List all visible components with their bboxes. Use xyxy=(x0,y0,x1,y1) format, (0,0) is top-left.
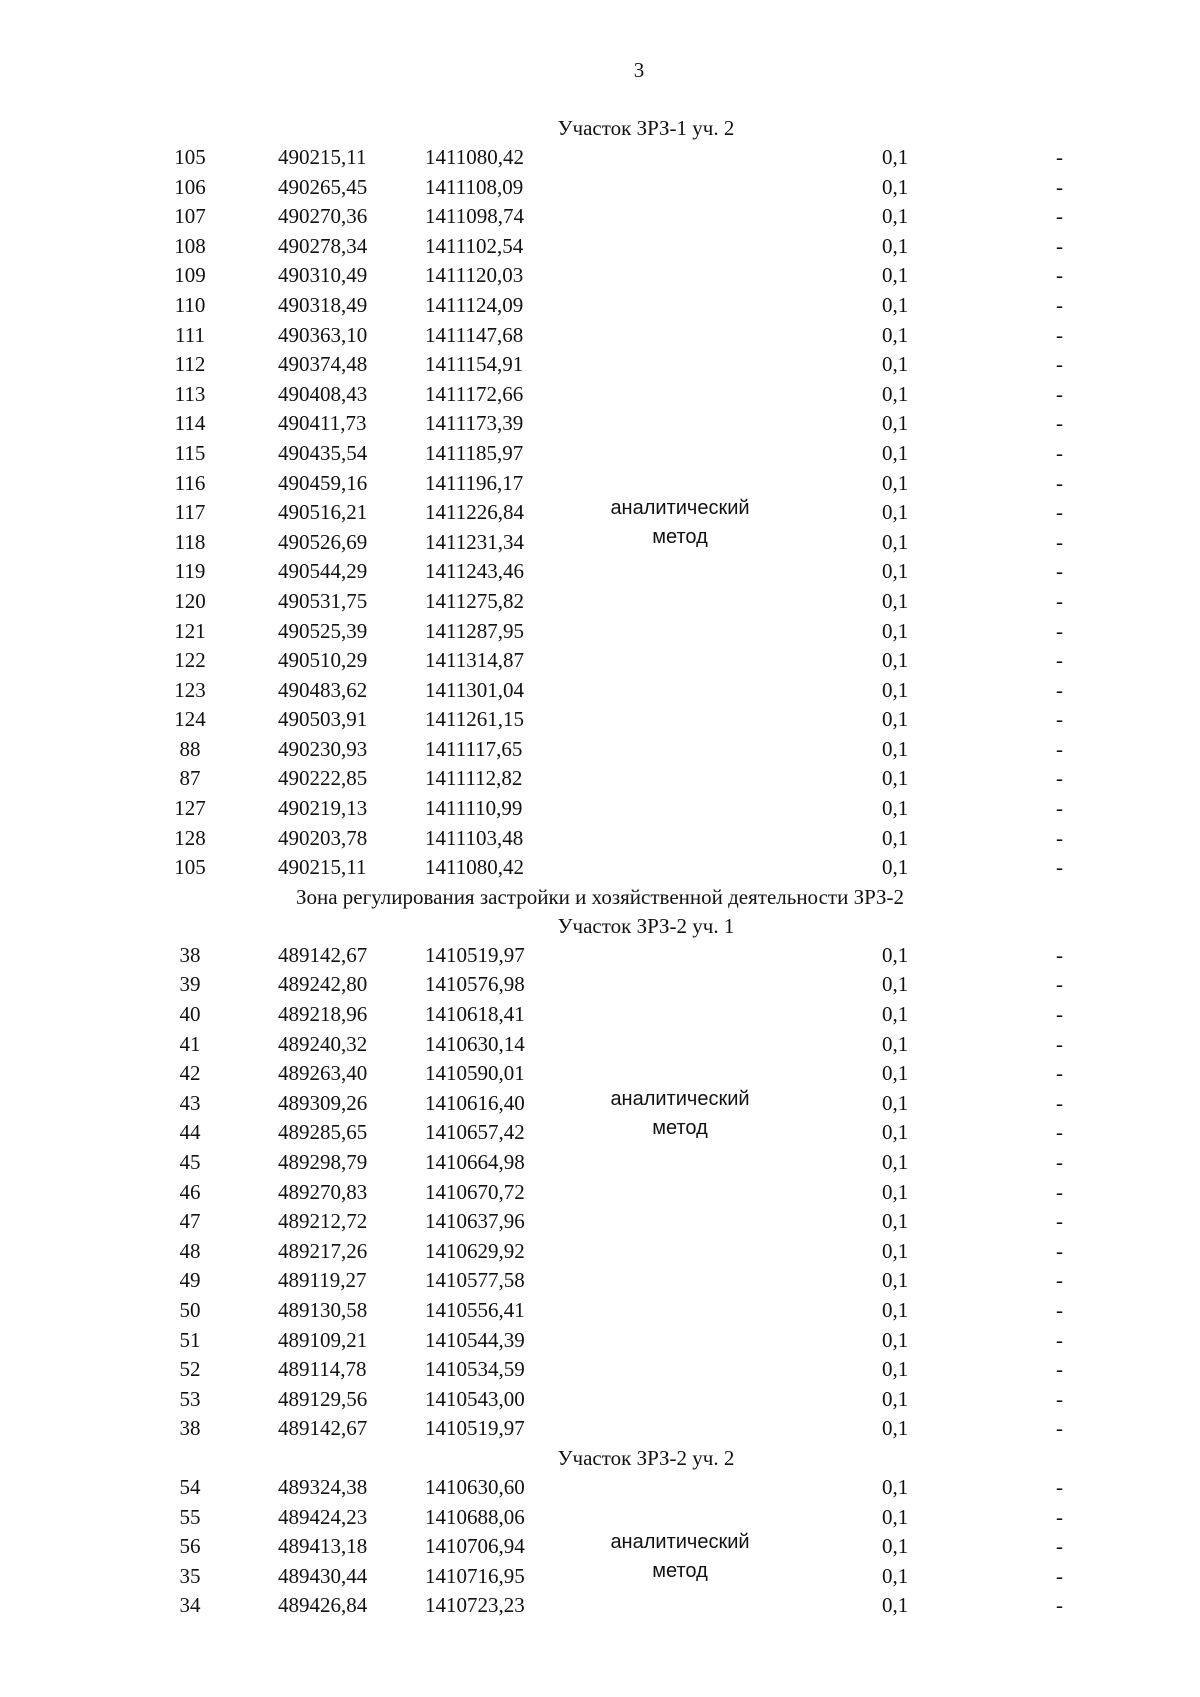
dash: - xyxy=(1056,766,1063,791)
table-row xyxy=(0,350,1200,380)
point-number: 110 xyxy=(174,292,206,317)
coord-y: 1411147,68 xyxy=(425,322,524,347)
table-row xyxy=(0,321,1200,351)
dash: - xyxy=(1056,1386,1063,1411)
table-row xyxy=(0,646,1200,676)
coord-x: 490215,11 xyxy=(278,145,367,169)
coord-y: 1410618,41 xyxy=(425,1002,525,1027)
table-row xyxy=(0,824,1200,854)
accuracy: 0,1 xyxy=(882,1474,909,1499)
accuracy: 0,1 xyxy=(882,1327,909,1352)
table-row xyxy=(0,617,1200,647)
dash: - xyxy=(1056,1090,1063,1115)
point-number: 46 xyxy=(179,1179,201,1204)
coord-x: 490310,49 xyxy=(278,263,368,288)
method-line: метод xyxy=(652,1560,708,1583)
point-number: 44 xyxy=(179,1120,201,1145)
coord-y: 1411172,66 xyxy=(425,381,524,406)
accuracy: 0,1 xyxy=(882,1297,909,1322)
coord-y: 1410534,59 xyxy=(425,1357,525,1382)
coord-y: 1410723,23 xyxy=(425,1593,525,1618)
coord-y: 1411103,48 xyxy=(425,825,524,850)
table-row xyxy=(0,1355,1200,1385)
dash: - xyxy=(1056,707,1063,732)
coord-x: 489413,18 xyxy=(278,1534,368,1559)
coord-y: 1410716,95 xyxy=(425,1563,525,1588)
method-line: аналитический xyxy=(610,1087,750,1110)
dash: - xyxy=(1056,588,1063,613)
point-number: 105 xyxy=(174,855,206,880)
table-row xyxy=(0,1148,1200,1178)
table-row xyxy=(0,970,1200,1000)
accuracy: 0,1 xyxy=(882,677,909,702)
coord-y: 1410543,00 xyxy=(425,1386,525,1411)
point-number: 50 xyxy=(179,1297,201,1322)
point-number: 41 xyxy=(179,1031,201,1056)
dash: - xyxy=(1056,440,1063,465)
table-row xyxy=(0,764,1200,794)
accuracy: 0,1 xyxy=(882,381,909,406)
table-row xyxy=(0,409,1200,439)
table-row xyxy=(0,1000,1200,1030)
coordinate-block xyxy=(0,941,1200,1444)
section-heading: Участок ЗРЗ-1 уч. 2 xyxy=(557,116,735,140)
dash: - xyxy=(1056,1179,1063,1204)
dash: - xyxy=(1056,322,1063,347)
point-number: 51 xyxy=(179,1327,201,1352)
coord-x: 490459,16 xyxy=(278,470,368,495)
point-number: 108 xyxy=(174,233,206,258)
coordinate-block xyxy=(0,1473,1200,1621)
table-row xyxy=(0,291,1200,321)
point-number: 38 xyxy=(179,1416,201,1441)
coord-y: 1410519,97 xyxy=(425,942,525,967)
dash: - xyxy=(1056,1150,1063,1174)
coord-x: 489119,27 xyxy=(278,1268,367,1293)
coord-x: 489217,26 xyxy=(278,1238,368,1263)
coord-x: 489109,21 xyxy=(278,1327,368,1352)
coordinates-sheet xyxy=(0,114,1200,1621)
coord-x: 490270,36 xyxy=(278,204,368,229)
dash: - xyxy=(1056,470,1063,495)
accuracy: 0,1 xyxy=(882,1120,909,1145)
point-number: 115 xyxy=(174,440,206,465)
point-number: 42 xyxy=(179,1061,201,1086)
coord-y: 1411301,04 xyxy=(425,677,524,702)
coord-x: 490219,13 xyxy=(278,796,368,821)
accuracy: 0,1 xyxy=(882,648,909,673)
coord-y: 1411226,84 xyxy=(425,500,524,525)
dash: - xyxy=(1056,1238,1063,1263)
point-number: 43 xyxy=(179,1090,201,1115)
accuracy: 0,1 xyxy=(882,559,909,584)
coord-x: 490215,11 xyxy=(278,855,367,880)
dash: - xyxy=(1056,972,1063,997)
coord-x: 490408,43 xyxy=(278,381,368,406)
accuracy: 0,1 xyxy=(882,1179,909,1204)
coord-y: 1410630,14 xyxy=(425,1031,525,1056)
coord-y: 1411110,99 xyxy=(425,796,523,821)
accuracy: 0,1 xyxy=(882,1563,909,1588)
coord-x: 490483,62 xyxy=(278,677,368,702)
point-number: 113 xyxy=(174,381,206,406)
coord-x: 489218,96 xyxy=(278,1002,368,1027)
dash: - xyxy=(1056,529,1063,554)
accuracy: 0,1 xyxy=(882,1593,909,1618)
coord-x: 490411,73 xyxy=(278,411,367,436)
coord-y: 1411275,82 xyxy=(425,588,524,613)
method-line: аналитический xyxy=(610,1531,750,1554)
coord-x: 489270,83 xyxy=(278,1179,368,1204)
point-number: 127 xyxy=(174,796,206,821)
coord-y: 1410629,92 xyxy=(425,1238,525,1263)
table-row xyxy=(0,557,1200,587)
dash: - xyxy=(1056,736,1063,761)
coord-y: 1411173,39 xyxy=(425,411,524,436)
table-row xyxy=(0,143,1200,173)
point-number: 122 xyxy=(174,648,206,673)
coord-y: 1411080,42 xyxy=(425,145,524,169)
accuracy: 0,1 xyxy=(882,1416,909,1441)
point-number: 54 xyxy=(179,1474,201,1499)
coord-y: 1411287,95 xyxy=(425,618,524,643)
point-number: 114 xyxy=(174,411,206,436)
coord-x: 489430,44 xyxy=(278,1563,368,1588)
dash: - xyxy=(1056,618,1063,643)
point-number: 47 xyxy=(179,1209,201,1234)
accuracy: 0,1 xyxy=(882,1150,909,1174)
accuracy: 0,1 xyxy=(882,1209,909,1234)
coord-y: 1411080,42 xyxy=(425,855,524,880)
accuracy: 0,1 xyxy=(882,588,909,613)
method-label xyxy=(560,1085,800,1143)
point-number: 111 xyxy=(175,322,205,347)
table-row xyxy=(0,1414,1200,1444)
table-row xyxy=(0,380,1200,410)
coord-x: 490230,93 xyxy=(278,736,368,761)
coord-x: 489114,78 xyxy=(278,1357,367,1382)
point-number: 128 xyxy=(174,825,206,850)
dash: - xyxy=(1056,559,1063,584)
table-row xyxy=(0,853,1200,883)
accuracy: 0,1 xyxy=(882,766,909,791)
accuracy: 0,1 xyxy=(882,1386,909,1411)
point-number: 116 xyxy=(174,470,206,495)
coord-y: 1410657,42 xyxy=(425,1120,525,1145)
point-number: 49 xyxy=(179,1268,201,1293)
point-number: 39 xyxy=(179,972,201,997)
dash: - xyxy=(1056,411,1063,436)
dash: - xyxy=(1056,1002,1063,1027)
accuracy: 0,1 xyxy=(882,1090,909,1115)
accuracy: 0,1 xyxy=(882,1504,909,1529)
point-number: 109 xyxy=(174,263,206,288)
method-label xyxy=(560,1528,800,1586)
coord-x: 489142,67 xyxy=(278,942,368,967)
dash: - xyxy=(1056,1268,1063,1293)
table-row xyxy=(0,1326,1200,1356)
dash: - xyxy=(1056,1474,1063,1499)
accuracy: 0,1 xyxy=(882,972,909,997)
point-number: 38 xyxy=(179,942,201,967)
coord-x: 490222,85 xyxy=(278,766,368,791)
point-number: 107 xyxy=(174,204,206,229)
dash: - xyxy=(1056,174,1063,199)
coord-x: 489324,38 xyxy=(278,1474,368,1499)
dash: - xyxy=(1056,500,1063,525)
point-number: 105 xyxy=(174,145,206,169)
coord-x: 490435,54 xyxy=(278,440,368,465)
coord-y: 1411117,65 xyxy=(425,736,523,761)
coord-x: 490510,29 xyxy=(278,648,368,673)
point-number: 34 xyxy=(179,1593,201,1618)
dash: - xyxy=(1056,1209,1063,1234)
table-row xyxy=(0,1030,1200,1060)
point-number: 117 xyxy=(174,500,206,525)
coord-x: 489240,32 xyxy=(278,1031,368,1056)
dash: - xyxy=(1056,1031,1063,1056)
point-number: 55 xyxy=(179,1504,201,1529)
dash: - xyxy=(1056,204,1063,229)
dash: - xyxy=(1056,263,1063,288)
point-number: 118 xyxy=(174,529,206,554)
accuracy: 0,1 xyxy=(882,1031,909,1056)
accuracy: 0,1 xyxy=(882,1357,909,1382)
coord-y: 1410637,96 xyxy=(425,1209,525,1234)
dash: - xyxy=(1056,1061,1063,1086)
table-row xyxy=(0,1266,1200,1296)
accuracy: 0,1 xyxy=(882,500,909,525)
point-number: 88 xyxy=(179,736,201,761)
coord-x: 489142,67 xyxy=(278,1416,368,1441)
dash: - xyxy=(1056,1534,1063,1559)
accuracy: 0,1 xyxy=(882,233,909,258)
coord-y: 1411154,91 xyxy=(425,352,524,377)
coord-y: 1410556,41 xyxy=(425,1297,525,1322)
coord-x: 489424,23 xyxy=(278,1504,368,1529)
coord-x: 490203,78 xyxy=(278,825,368,850)
coord-y: 1411261,15 xyxy=(425,707,524,732)
dash: - xyxy=(1056,1416,1063,1441)
coord-y: 1411102,54 xyxy=(425,233,524,258)
table-row xyxy=(0,941,1200,971)
dash: - xyxy=(1056,1327,1063,1352)
coord-x: 490526,69 xyxy=(278,529,368,554)
accuracy: 0,1 xyxy=(882,440,909,465)
coord-y: 1411124,09 xyxy=(425,292,524,317)
coord-y: 1411185,97 xyxy=(425,440,524,465)
point-number: 123 xyxy=(174,677,206,702)
point-number: 35 xyxy=(179,1563,201,1588)
point-number: 45 xyxy=(179,1150,201,1174)
coord-y: 1411243,46 xyxy=(425,559,524,584)
coord-x: 489426,84 xyxy=(278,1593,368,1618)
accuracy: 0,1 xyxy=(882,263,909,288)
dash: - xyxy=(1056,1504,1063,1529)
dash: - xyxy=(1056,1593,1063,1618)
point-number: 121 xyxy=(174,618,206,643)
point-number: 56 xyxy=(179,1534,201,1559)
table-row xyxy=(0,794,1200,824)
dash: - xyxy=(1056,942,1063,967)
dash: - xyxy=(1056,796,1063,821)
coord-x: 489242,80 xyxy=(278,972,368,997)
dash: - xyxy=(1056,145,1063,169)
accuracy: 0,1 xyxy=(882,618,909,643)
section-heading: Участок ЗРЗ-2 уч. 2 xyxy=(557,1445,735,1470)
dash: - xyxy=(1056,352,1063,377)
coord-y: 1410670,72 xyxy=(425,1179,525,1204)
dash: - xyxy=(1056,292,1063,317)
point-number: 40 xyxy=(179,1002,201,1027)
coord-x: 490516,21 xyxy=(278,500,368,525)
dash: - xyxy=(1056,381,1063,406)
accuracy: 0,1 xyxy=(882,174,909,199)
table-row xyxy=(0,202,1200,232)
coord-y: 1410590,01 xyxy=(425,1061,525,1086)
table-row xyxy=(0,587,1200,617)
coord-y: 1411231,34 xyxy=(425,529,524,554)
table-row xyxy=(0,1207,1200,1237)
method-line: метод xyxy=(652,526,708,549)
dash: - xyxy=(1056,1297,1063,1322)
point-number: 52 xyxy=(179,1357,201,1382)
point-number: 53 xyxy=(179,1386,201,1411)
dash: - xyxy=(1056,1357,1063,1382)
coord-x: 489263,40 xyxy=(278,1061,368,1086)
accuracy: 0,1 xyxy=(882,825,909,850)
dash: - xyxy=(1056,1563,1063,1588)
coord-x: 489129,56 xyxy=(278,1386,368,1411)
accuracy: 0,1 xyxy=(882,1238,909,1263)
dash: - xyxy=(1056,233,1063,258)
coord-y: 1410544,39 xyxy=(425,1327,525,1352)
accuracy: 0,1 xyxy=(882,352,909,377)
coord-x: 490363,10 xyxy=(278,322,368,347)
table-row xyxy=(0,1385,1200,1415)
point-number: 120 xyxy=(174,588,206,613)
accuracy: 0,1 xyxy=(882,322,909,347)
point-number: 48 xyxy=(179,1238,201,1263)
accuracy: 0,1 xyxy=(882,1002,909,1027)
coord-y: 1410616,40 xyxy=(425,1090,525,1115)
table-row xyxy=(0,232,1200,262)
coord-y: 1411098,74 xyxy=(425,204,524,229)
zone-title: Зона регулирования застройки и хозяйственной деятельности ЗРЗ-2 xyxy=(295,884,905,909)
table-row xyxy=(0,261,1200,291)
table-row xyxy=(0,676,1200,706)
coord-x: 490318,49 xyxy=(278,292,368,317)
accuracy: 0,1 xyxy=(882,1061,909,1086)
point-number: 87 xyxy=(179,766,201,791)
coord-x: 489298,79 xyxy=(278,1150,368,1174)
dash: - xyxy=(1056,677,1063,702)
coord-y: 1410577,58 xyxy=(425,1268,525,1293)
coordinate-block xyxy=(0,143,1200,883)
method-line: аналитический xyxy=(610,497,750,520)
point-number: 119 xyxy=(174,559,206,584)
coord-x: 490265,45 xyxy=(278,174,368,199)
table-row xyxy=(0,735,1200,765)
table-row xyxy=(0,173,1200,203)
coord-y: 1410706,94 xyxy=(425,1534,525,1559)
dash: - xyxy=(1056,648,1063,673)
coord-y: 1411112,82 xyxy=(425,766,523,791)
coord-x: 490278,34 xyxy=(278,233,368,258)
coord-x: 490531,75 xyxy=(278,588,368,613)
coord-y: 1411314,87 xyxy=(425,648,524,673)
accuracy: 0,1 xyxy=(882,529,909,554)
accuracy: 0,1 xyxy=(882,470,909,495)
accuracy: 0,1 xyxy=(882,736,909,761)
accuracy: 0,1 xyxy=(882,411,909,436)
coord-x: 489285,65 xyxy=(278,1120,368,1145)
accuracy: 0,1 xyxy=(882,1268,909,1293)
page-number: 3 xyxy=(633,58,645,82)
coord-y: 1410688,06 xyxy=(425,1504,525,1529)
table-row xyxy=(0,705,1200,735)
point-number: 124 xyxy=(174,707,206,732)
coord-y: 1411108,09 xyxy=(425,174,524,199)
coord-y: 1410576,98 xyxy=(425,972,525,997)
accuracy: 0,1 xyxy=(882,145,909,169)
dash: - xyxy=(1056,1120,1063,1145)
coord-y: 1410664,98 xyxy=(425,1150,525,1174)
coord-x: 489212,72 xyxy=(278,1209,368,1234)
coord-x: 490525,39 xyxy=(278,618,368,643)
coord-y: 1410519,97 xyxy=(425,1416,525,1441)
section-heading: Участок ЗРЗ-2 уч. 1 xyxy=(557,913,735,938)
accuracy: 0,1 xyxy=(882,1534,909,1559)
accuracy: 0,1 xyxy=(882,942,909,967)
dash: - xyxy=(1056,825,1063,850)
table-row xyxy=(0,1237,1200,1267)
table-row xyxy=(0,1296,1200,1326)
dash: - xyxy=(1056,855,1063,880)
accuracy: 0,1 xyxy=(882,707,909,732)
point-number: 106 xyxy=(174,174,206,199)
method-line: метод xyxy=(652,1116,708,1139)
method-label xyxy=(560,494,800,552)
coord-y: 1411196,17 xyxy=(425,470,524,495)
coord-x: 490503,91 xyxy=(278,707,368,732)
accuracy: 0,1 xyxy=(882,855,909,880)
point-number: 112 xyxy=(174,352,206,377)
coord-x: 490544,29 xyxy=(278,559,368,584)
coord-y: 1410630,60 xyxy=(425,1474,525,1499)
table-row xyxy=(0,439,1200,469)
accuracy: 0,1 xyxy=(882,796,909,821)
accuracy: 0,1 xyxy=(882,292,909,317)
coord-x: 489130,58 xyxy=(278,1297,368,1322)
table-row xyxy=(0,1178,1200,1208)
table-row xyxy=(0,1473,1200,1503)
coord-y: 1411120,03 xyxy=(425,263,524,288)
coord-x: 489309,26 xyxy=(278,1090,368,1115)
coord-x: 490374,48 xyxy=(278,352,368,377)
accuracy: 0,1 xyxy=(882,204,909,229)
table-row xyxy=(0,1591,1200,1621)
